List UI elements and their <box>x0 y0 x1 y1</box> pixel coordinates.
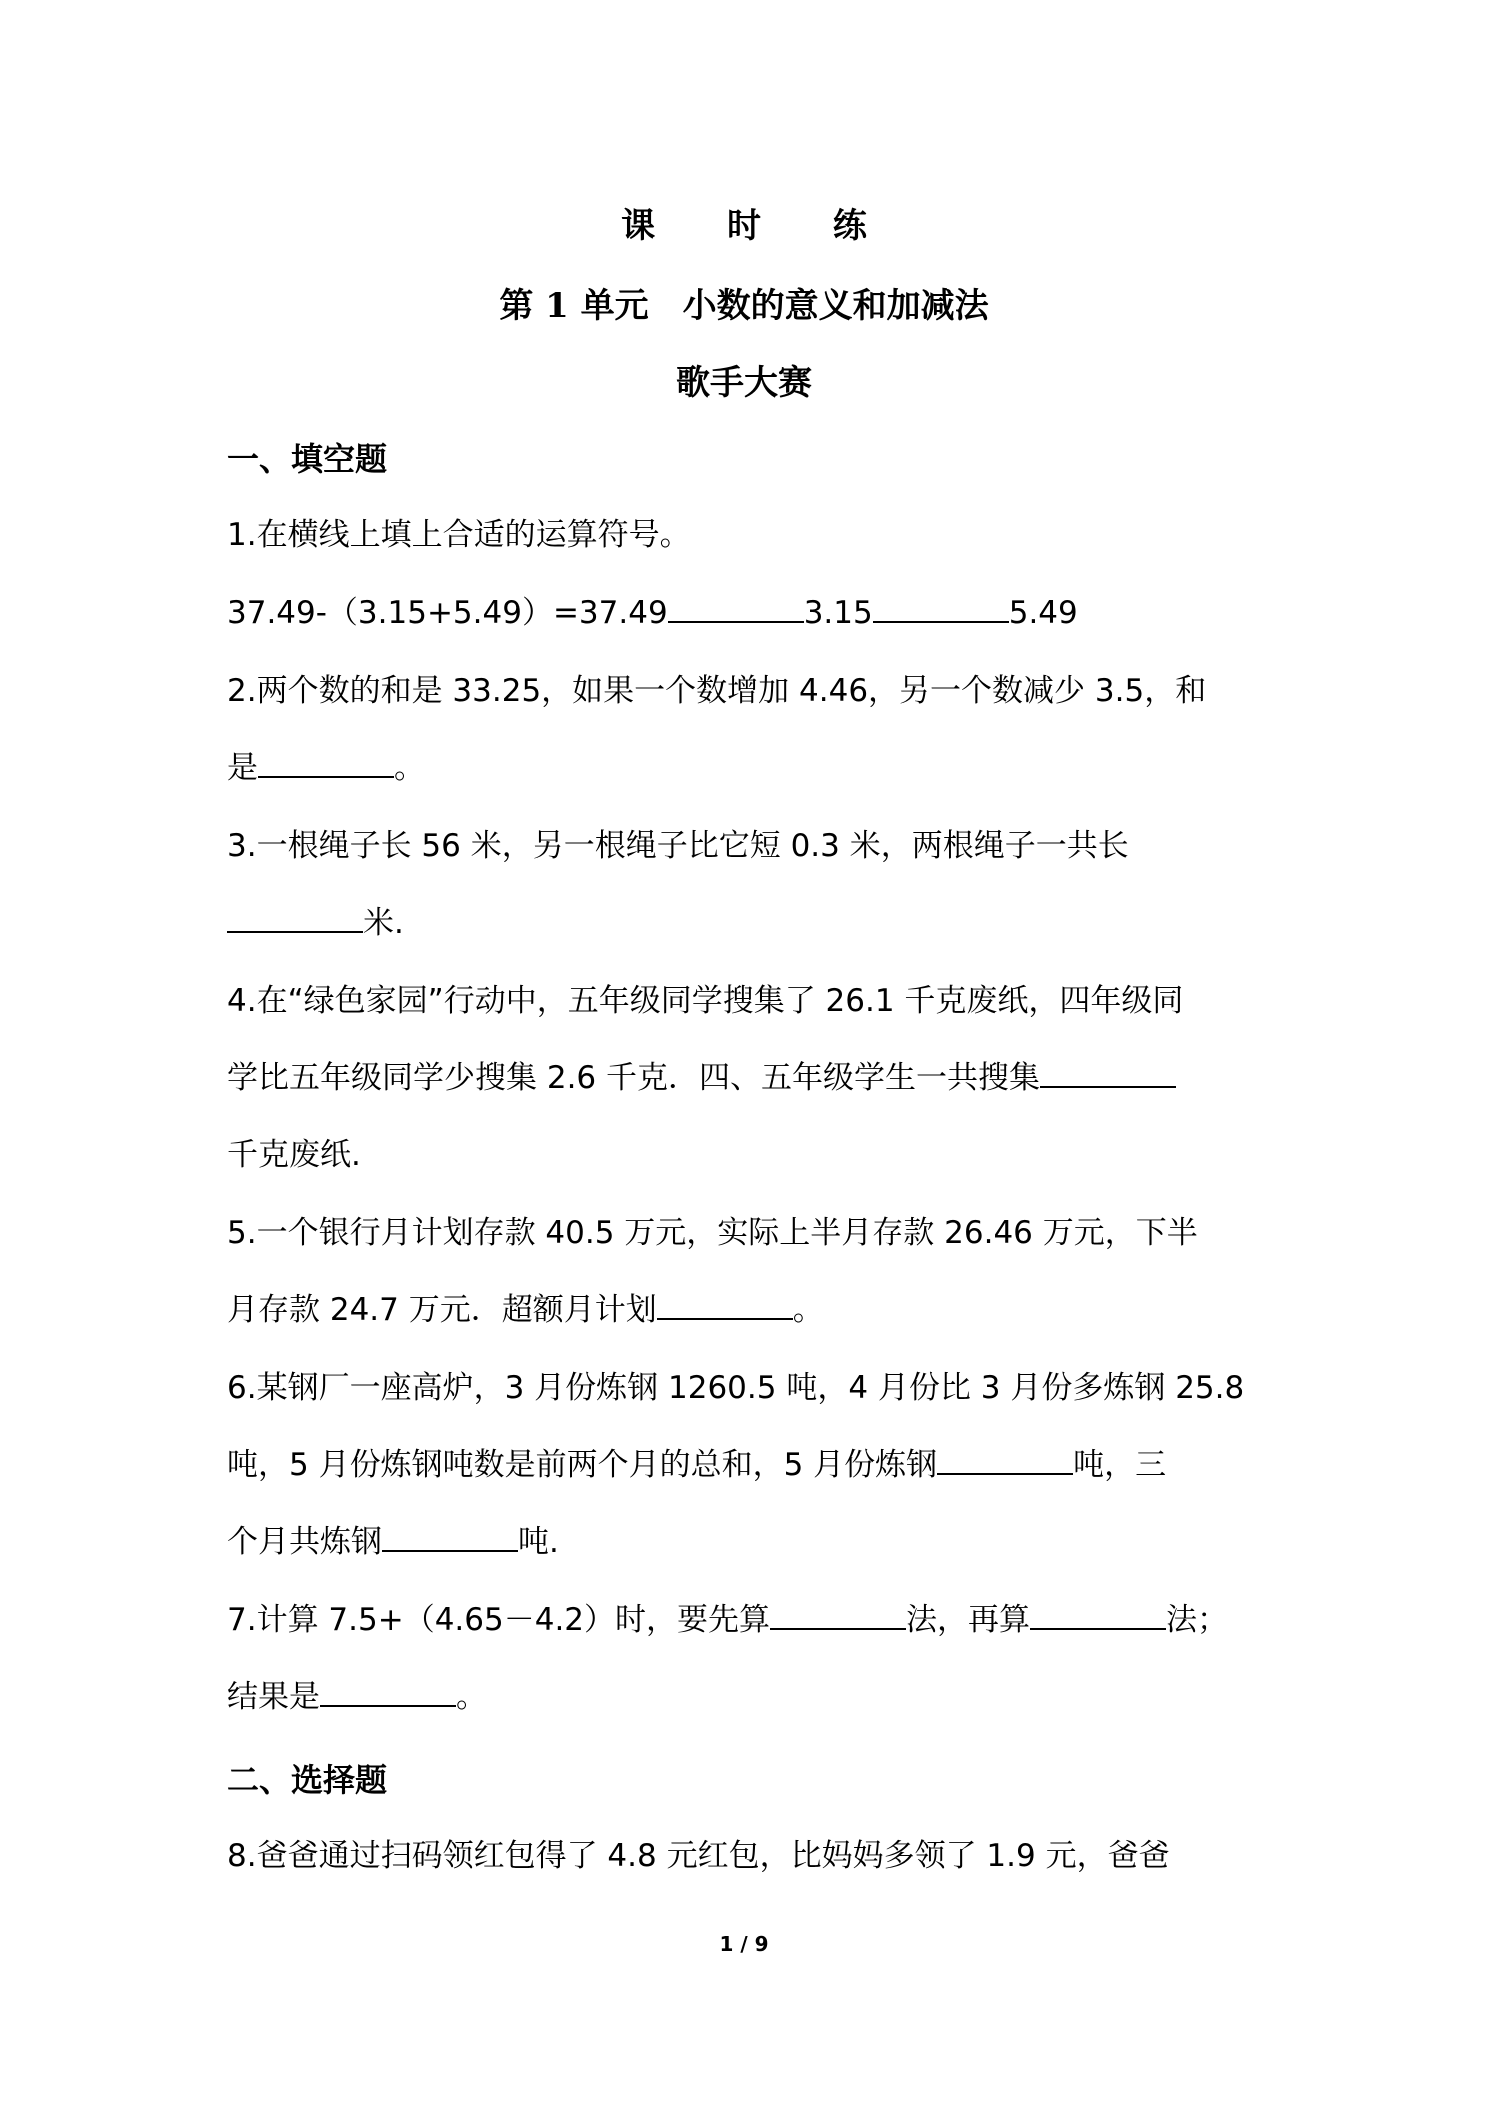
q5-line2 <box>227 1288 1277 1332</box>
answer-blank[interactable] <box>320 1675 456 1707</box>
q6-line2 <box>227 1443 1277 1487</box>
unit-title: 第 1 单元 小数的意义和加减法 <box>499 286 989 326</box>
q2-line1: 2.两个数的和是 33.25，如果一个数增加 4.46，另一个数减少 3.5，和 <box>227 673 1207 709</box>
q7-text-2-end: 。 <box>456 1679 487 1715</box>
q1-expr-a: 37.49-（3.15+5.49）=37.49 <box>227 595 668 631</box>
q8-line1: 8.爸爸通过扫码领红包得了 4.8 元红包，比妈妈多领了 1.9 元，爸爸 <box>227 1838 1170 1874</box>
answer-blank[interactable] <box>1040 1056 1176 1088</box>
q1-expression <box>227 591 1277 635</box>
q3-text-end: 米. <box>363 905 404 941</box>
q7-text-2: 结果是 <box>227 1679 320 1715</box>
answer-blank[interactable] <box>1030 1598 1166 1630</box>
answer-blank[interactable] <box>668 591 804 623</box>
q7-line2 <box>227 1675 1277 1719</box>
q4-line3: 千克废纸. <box>227 1137 361 1173</box>
answer-blank[interactable] <box>873 591 1009 623</box>
q2-text: 是 <box>227 750 258 786</box>
q3-line1: 3.一根绳子长 56 米，另一根绳子比它短 0.3 米，两根绳子一共长 <box>227 828 1129 864</box>
q7-text-end: 法； <box>1166 1602 1229 1638</box>
lesson-title: 歌手大赛 <box>676 363 812 403</box>
answer-blank[interactable] <box>657 1288 793 1320</box>
q6-text-mid: 吨，三 <box>1073 1447 1167 1483</box>
q7-text: 7.计算 7.5+（4.65－4.2）时，要先算 <box>227 1602 771 1638</box>
q5-text-end: 。 <box>792 1292 824 1328</box>
answer-blank[interactable] <box>258 746 394 778</box>
q6-line1: 6.某钢厂一座高炉，3 月份炼钢 1260.5 吨，4 月份比 3 月份多炼钢 25.8 <box>227 1370 1245 1406</box>
doc-title: 课 时 练 <box>621 206 897 246</box>
answer-blank[interactable] <box>382 1520 518 1552</box>
answer-blank[interactable] <box>937 1443 1073 1475</box>
q1-expr-c: 5.49 <box>1008 595 1078 631</box>
q5-line1: 5.一个银行月计划存款 40.5 万元，实际上半月存款 26.46 万元，下半 <box>227 1215 1198 1251</box>
q6-text: 吨，5 月份炼钢吨数是前两个月的总和，5 月份炼钢 <box>227 1447 938 1483</box>
page-number: 1 / 9 <box>719 1932 769 1956</box>
q7-text-mid: 法，再算 <box>906 1602 1031 1638</box>
q7-line1 <box>227 1598 1277 1642</box>
q5-text: 月存款 24.7 万元．超额月计划 <box>227 1292 657 1328</box>
q4-line2 <box>227 1056 1277 1100</box>
q1-expr-b: 3.15 <box>803 595 873 631</box>
q4-text: 学比五年级同学少搜集 2.6 千克．四、五年级学生一共搜集 <box>227 1060 1041 1096</box>
answer-blank[interactable] <box>227 901 363 933</box>
q1-prompt: 1.在横线上填上合适的运算符号。 <box>227 517 691 553</box>
q2-text-end: 。 <box>394 750 425 786</box>
q6-text-end: 吨. <box>518 1524 559 1560</box>
section-multiple-choice: 二、选择题 <box>227 1761 388 1799</box>
q6-line3 <box>227 1520 1277 1564</box>
q4-line1: 4.在“绿色家园”行动中，五年级同学搜集了 26.1 千克废纸，四年级同 <box>227 983 1184 1019</box>
section-fill-blank: 一、填空题 <box>227 440 388 478</box>
q3-line2 <box>227 901 1277 945</box>
q6-text-2: 个月共炼钢 <box>227 1524 382 1560</box>
answer-blank[interactable] <box>770 1598 906 1630</box>
q2-line2 <box>227 746 1277 790</box>
